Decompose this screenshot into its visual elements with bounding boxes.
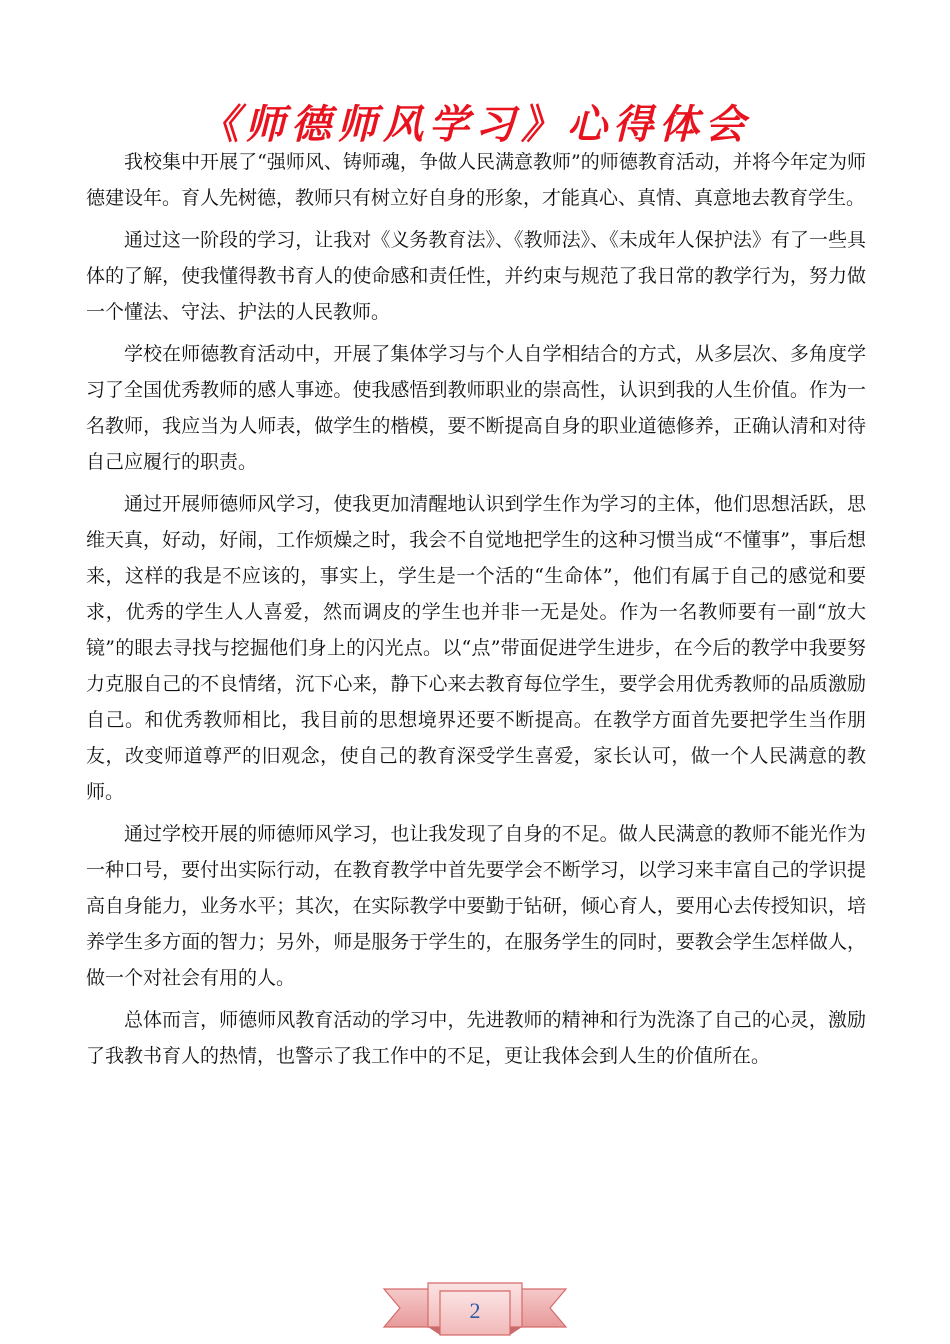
page-title: 《师德师风学习》心得体会 [199, 101, 751, 148]
page-footer [380, 1281, 570, 1339]
paragraph: 通过开展师德师风学习，使我更加清醒地认识到学生作为学习的主体，他们思想活跃，思维天真，好动，好闹，工作烦燥之时，我会不自觉地把学生的这种习惯当成“不懂事”，事后想来，这样的我是不应该的，事实上，学生是一个活的“生命体”，他们有属于自己的感觉和要求，优秀的学生人人喜爱，然而调皮的学生也并非一无是处。作为一名教师要有一副“放大镜”的眼去寻找与挖掘他们身上的闪光点。以“点”带面促进学生进步，在今后的教学中我要努力克服自己的不良情绪，沉下心来，静下心来去教育每位学生，要学会用优秀教师的品质激励自己。和优秀教师相比，我目前的思想境界还要不断提高。在教学方面首先要把学生当作朋友，改变师道尊严的旧观念，使自己的教育深受学生喜爱，家长认可，做一个人民满意的教师。 [86, 493, 866, 803]
paragraph: 总体而言，师德师风教育活动的学习中，先进教师的精神和行为洗涤了自己的心灵，激励了我教书育人的热情，也警示了我工作中的不足，更让我体会到人生的价值所在。 [86, 1009, 866, 1067]
paragraph: 通过这一阶段的学习，让我对《义务教育法》、《教师法》、《未成年人保护法》有了一些具体的了解，使我懂得教书育人的使命感和责任性，并约束与规范了我日常的教学行为，努力做一个懂法、守法、护法的人民教师。 [86, 229, 866, 323]
paragraph: 学校在师德教育活动中，开展了集体学习与个人自学相结合的方式，从多层次、多角度学习了全国优秀教师的感人事迹。使我感悟到教师职业的崇高性，认识到我的人生价值。作为一名教师，我应当为人师表，做学生的楷模，要不断提高自身的职业道德修养，正确认清和对待自己应履行的职责。 [86, 343, 866, 473]
paragraph: 通过学校开展的师德师风学习，也让我发现了自身的不足。做人民满意的教师不能光作为一种口号，要付出实际行动，在教育教学中首先要学会不断学习，以学习来丰富自己的学识提高自身能力，业务水平；其次，在实际教学中要勤于钻研，倾心育人，要用心去传授知识，培养学生多方面的智力；另外，师是服务于学生的，在服务学生的同时，要教会学生怎样做人，做一个对社会有用的人。 [86, 823, 866, 989]
paragraph: 我校集中开展了“强师风、铸师魂，争做人民满意教师”的师德教育活动，并将今年定为师德建设年。育人先树德，教师只有树立好自身的形象，才能真心、真情、真意地去教育学生。 [86, 151, 866, 209]
page-number: 2 [469, 1298, 481, 1323]
document-body [86, 144, 866, 1080]
